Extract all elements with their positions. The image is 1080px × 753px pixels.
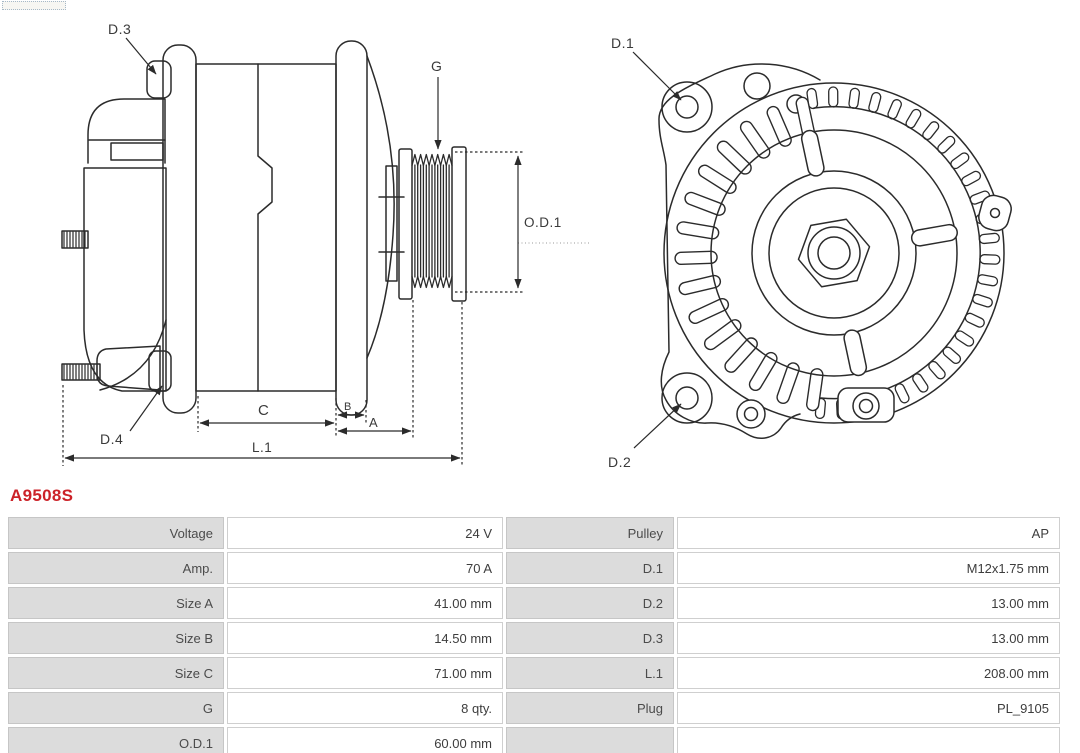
rear-housing <box>84 168 166 391</box>
front-bracket-band <box>336 41 367 415</box>
label-l1: L.1 <box>252 440 273 455</box>
spec-value-cell: 13.00 mm <box>677 622 1060 654</box>
spec-value-cell: 13.00 mm <box>677 587 1060 619</box>
spec-value-cell: 208.00 mm <box>677 657 1060 689</box>
table-row <box>8 552 1060 584</box>
rear-bracket-band <box>163 45 196 413</box>
ear-d3 <box>147 61 171 98</box>
side-view-dimensions <box>63 38 590 466</box>
spec-value-cell: M12x1.75 mm <box>677 552 1060 584</box>
spec-label-cell: D.3 <box>506 622 674 654</box>
product-code: A9508S <box>10 486 74 505</box>
spec-label-cell: G <box>8 692 224 724</box>
spec-value-cell: 70 A <box>227 552 503 584</box>
table-row <box>8 517 1060 549</box>
shaft-nut <box>799 219 870 287</box>
spec-label-cell: Size C <box>8 657 224 689</box>
leader-d2 <box>634 404 681 448</box>
spec-label-cell: Size A <box>8 587 224 619</box>
label-c: C <box>258 402 270 419</box>
pulley-front-flange <box>452 147 466 301</box>
label-d3: D.3 <box>108 21 132 37</box>
spec-label-cell: Plug <box>506 692 674 724</box>
spec-label-cell: Voltage <box>8 517 224 549</box>
spec-label-cell <box>506 727 674 753</box>
hole-d1 <box>676 96 698 118</box>
table-row <box>8 692 1060 724</box>
spec-table <box>5 514 1063 753</box>
spec-value-cell: 8 qty. <box>227 692 503 724</box>
table-row <box>8 657 1060 689</box>
spec-value-cell: 60.00 mm <box>227 727 503 753</box>
label-d2: D.2 <box>608 454 632 470</box>
ear-boss-d1 <box>662 82 712 132</box>
side-view <box>62 41 466 415</box>
label-b: B <box>344 401 352 413</box>
table-row <box>8 727 1060 753</box>
stator-body <box>196 64 336 391</box>
leader-d1 <box>633 52 681 100</box>
pulley-rear-flange <box>399 149 412 299</box>
label-od1: O.D.1 <box>524 215 562 230</box>
spoke <box>843 329 868 377</box>
spec-label-cell: O.D.1 <box>8 727 224 753</box>
spec-value-cell: PL_9105 <box>677 692 1060 724</box>
spec-label-cell: Amp. <box>8 552 224 584</box>
table-row <box>8 622 1060 654</box>
label-d4: D.4 <box>100 431 124 447</box>
label-g: G <box>431 58 443 74</box>
upper-hole-large <box>744 73 770 99</box>
connector-slot <box>111 143 163 160</box>
shaft-spacer <box>386 166 397 281</box>
leader-d4 <box>130 386 162 431</box>
spec-value-cell: AP <box>677 517 1060 549</box>
leader-d3 <box>126 38 156 74</box>
spec-label-cell: Size B <box>8 622 224 654</box>
spec-label-cell: D.1 <box>506 552 674 584</box>
spec-value-cell <box>677 727 1060 753</box>
spoke <box>800 129 825 177</box>
spec-label-cell: Pulley <box>506 517 674 549</box>
spec-label-cell: D.2 <box>506 587 674 619</box>
label-d1: D.1 <box>611 35 635 51</box>
side-lug-hole <box>991 209 1000 218</box>
spec-value-cell: 14.50 mm <box>227 622 503 654</box>
parting-line <box>258 64 272 391</box>
table-row <box>8 587 1060 619</box>
rear-cap <box>88 99 165 163</box>
stud-threads <box>64 232 97 379</box>
spec-value-cell: 71.00 mm <box>227 657 503 689</box>
mounting-bracket <box>659 64 820 438</box>
spec-value-cell: 41.00 mm <box>227 587 503 619</box>
spoke <box>910 223 958 247</box>
label-a: A <box>369 415 379 430</box>
front-face-curve <box>367 56 394 358</box>
pulley-grooves <box>412 155 452 288</box>
spec-label-cell: L.1 <box>506 657 674 689</box>
front-view-leaders <box>633 52 681 448</box>
spec-value-cell: 24 V <box>227 517 503 549</box>
front-view <box>659 64 1014 438</box>
